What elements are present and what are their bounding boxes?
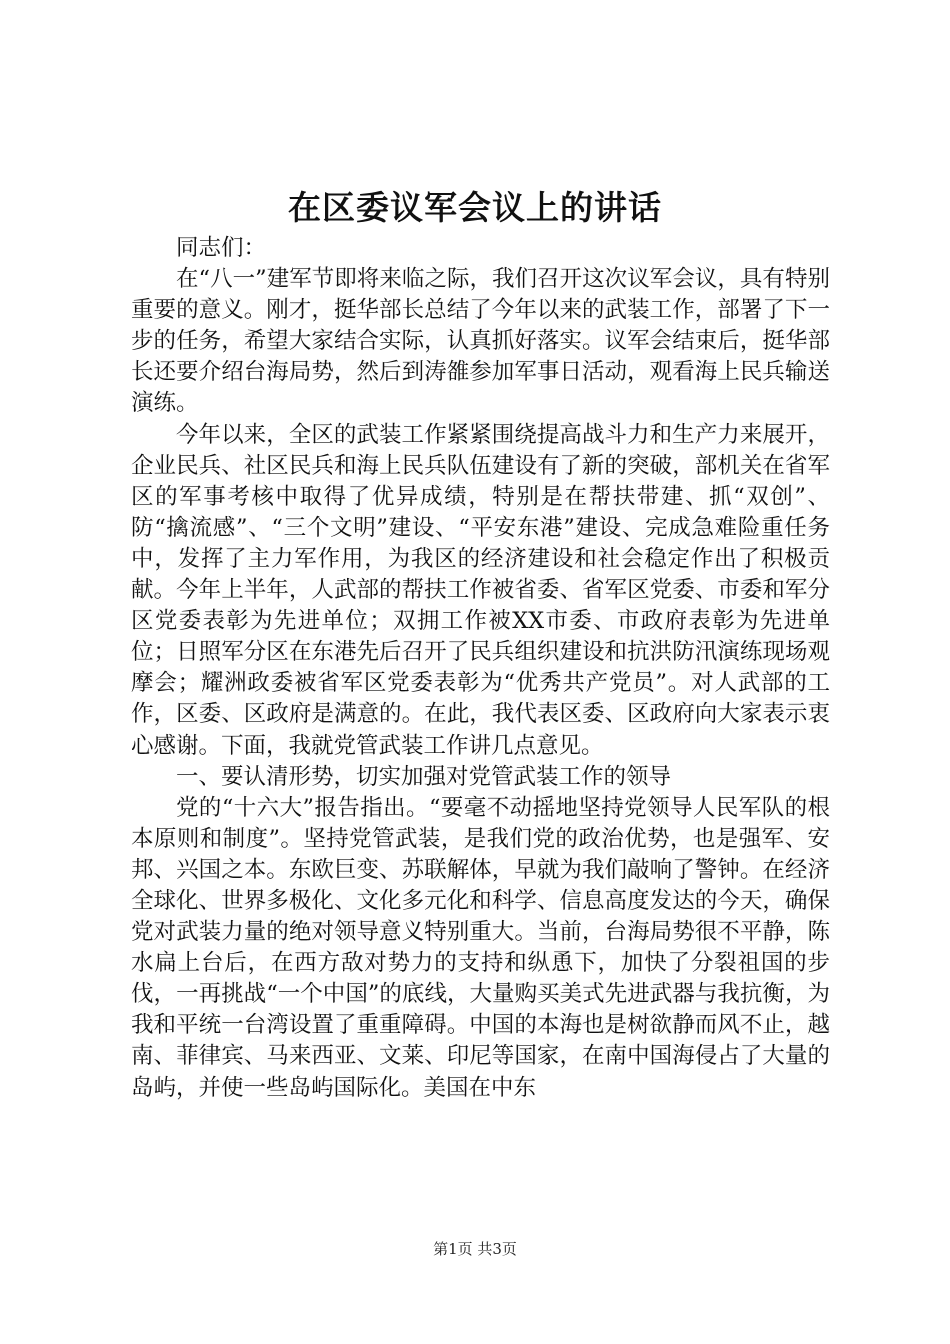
- paragraph: 党的“十六大”报告指出。“要毫不动摇地坚持党领导人民军队的根本原则和制度”。坚持党管武装，是我们党的政治优势，也是强军、安邦、兴国之本。东欧巨变、苏联解体，早就为我们敲响了警钟。在经济全球化、世界多极化、文化多元化和科学、信息高度发达的今天，确保党对武装力量的绝对领导意义特别重大。当前，台海局势很不平静，陈水扁上台后，在西方敌对势力的支持和纵恿下，加快了分裂祖国的步伐，一再挑战“一个中国”的底线，大量购买美式先进武器与我抗衡，为我和平统一台湾设置了重重障碍。中国的本海也是树欲静而风不止，越南、菲律宾、马来西亚、文莱、印尼等国家，在南中国海侵占了大量的岛屿，并使一些岛屿国际化。美国在中东: [131, 794, 830, 1101]
- paragraph: 今年以来，全区的武装工作紧紧围绕提高战斗力和生产力来展开，企业民兵、社区民兵和海上民兵队伍建设有了新的突破，部机关在省军区的军事考核中取得了优异成绩，特别是在帮扶带建、抓“双创”、防“擒流感”、“三个文明”建设、“平安东港”建设、完成急难险重任务中，发挥了主力军作用，为我区的经济建设和社会稳定作出了积极贡献。今年上半年，人武部的帮扶工作被省委、省军区党委、市委和军分区党委表彰为先进单位；双拥工作被XX市委、市政府表彰为先进单位；日照军分区在东港先后召开了民兵组织建设和抗洪防汛演练现场观摩会；耀洲政委被省军区党委表彰为“优秀共产党员”。对人武部的工作，区委、区政府是满意的。在此，我代表区委、区政府向大家表示衷心感谢。下面，我就党管武装工作讲几点意见。: [131, 421, 830, 759]
- document-title: 在区委议军会议上的讲话: [288, 188, 662, 227]
- document-body: [131, 233, 830, 1104]
- paragraph: 在“八一”建军节即将来临之际，我们召开这次议军会议，具有特别重要的意义。刚才，挺华部长总结了今年以来的武装工作，部署了下一步的任务，希望大家结合实际，认真抓好落实。议军会结束后，挺华部长还要介绍台海局势，然后到涛雒参加军事日活动，观看海上民兵输送演练。: [131, 266, 830, 417]
- paragraph-salutation: 同志们：: [176, 235, 267, 261]
- section-heading: 一、要认清形势，切实加强对党管武装工作的领导: [176, 763, 672, 790]
- page-footer: 第1页 共3页: [433, 1240, 517, 1258]
